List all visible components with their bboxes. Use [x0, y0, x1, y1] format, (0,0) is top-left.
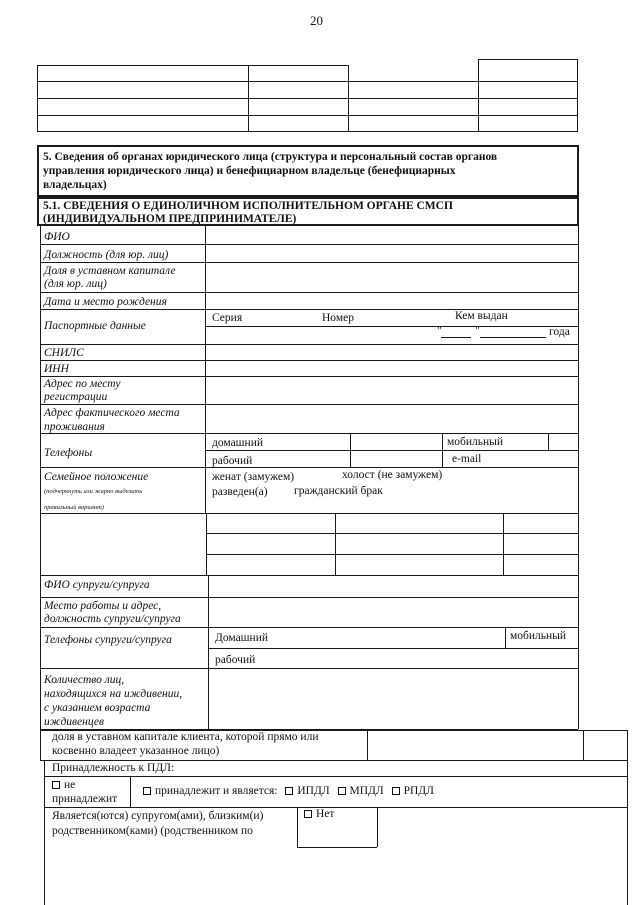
spouse-phone-work-label: рабочий — [215, 654, 256, 666]
label-birth: Дата и место рождения — [44, 296, 167, 308]
label-phones: Телефоны — [44, 447, 93, 459]
spouse-pdl-text-line2: родственником(ками) (родственником по — [52, 825, 253, 837]
spouse-pdl-text-line1: Является(ются) супругом(ами), близким(и) — [52, 810, 264, 822]
label-passport: Паспортные данные — [44, 320, 146, 332]
label-marital: Семейное положение — [44, 471, 149, 483]
phone-work-label: рабочий — [212, 455, 253, 467]
pdl-not-label-line1: не — [64, 779, 76, 791]
passport-date-quote-close: " — [475, 325, 480, 337]
label-snils: СНИЛС — [44, 347, 84, 359]
label-fact-address-line2: проживания — [44, 421, 105, 433]
label-dependents-line1: Количество лиц, — [44, 674, 125, 686]
passport-day-blank[interactable] — [441, 337, 471, 338]
passport-month-blank[interactable] — [480, 337, 546, 338]
section5-title-line2: управления юридического лица) и бенефициарном владельце (бенефициарных — [43, 165, 456, 177]
label-marital-note-line2: правильный вариант) — [44, 504, 104, 511]
passport-number-label: Номер — [322, 312, 354, 324]
rpdl-checkbox[interactable] — [392, 787, 400, 795]
pdl-not-label-line2: принадлежит — [52, 793, 118, 805]
phone-mobile-label: мобильный — [447, 436, 504, 448]
label-dependents-line2: находящихся на иждивении, — [44, 688, 183, 700]
spouse-pdl-no-label: Нет — [316, 808, 335, 820]
phone-home-label: домашний — [212, 437, 264, 449]
phone-email-label: e-mail — [452, 453, 482, 465]
label-fio: ФИО — [44, 231, 70, 243]
passport-year-label: года — [549, 326, 570, 338]
label-fact-address-line1: Адрес фактического места — [44, 407, 180, 419]
marital-option-single[interactable]: холост (не замужем) — [342, 469, 443, 481]
label-spouse-phones: Телефоны супруги/супруга — [44, 634, 172, 646]
ipdl-checkbox[interactable] — [285, 787, 293, 795]
mpdl-label: МПДЛ — [349, 785, 384, 797]
section51-title-line1: 5.1. СВЕДЕНИЯ О ЕДИНОЛИЧНОМ ИСПОЛНИТЕЛЬНОМ ОРГАНЕ СМСП — [43, 200, 453, 212]
passport-series-label: Серия — [212, 312, 243, 324]
label-share-line1: Доля в уставном капитале — [44, 265, 176, 277]
label-spouse-fio: ФИО супруги/супруга — [44, 579, 150, 591]
marital-option-married[interactable]: женат (замужем) — [212, 471, 295, 483]
marital-option-civil[interactable]: гражданский брак — [294, 485, 383, 497]
section5-title-line1: 5. Сведения об органах юридического лица (структура и персональный состав органов — [43, 151, 498, 163]
label-position: Должность (для юр. лиц) — [44, 249, 169, 261]
mpdl-checkbox[interactable] — [338, 787, 346, 795]
label-dependents-line4: иждивенцев — [44, 716, 104, 728]
passport-date-quote-open: " — [437, 325, 442, 337]
pdl-is-checkbox[interactable] — [143, 787, 151, 795]
pdl-not-checkbox[interactable] — [52, 781, 60, 789]
rpdl-label: РПДЛ — [403, 785, 434, 797]
label-share-line2: (для юр. лиц) — [44, 278, 107, 290]
share-row-text-line1: доля в уставном капитале клиента, которой прямо или — [52, 731, 319, 743]
ipdl-label: ИПДЛ — [297, 785, 330, 797]
label-spouse-work-line2: должность супруги/супруга — [44, 613, 181, 625]
label-reg-address-line2: регистрации — [44, 391, 108, 403]
label-inn: ИНН — [44, 363, 69, 375]
section5-title-line3: владельцах) — [43, 179, 107, 191]
spouse-pdl-no-checkbox[interactable] — [304, 810, 312, 818]
spouse-phone-mobile-label: мобильный — [510, 630, 567, 642]
spouse-phone-home-label: Домашний — [215, 632, 268, 644]
label-spouse-work-line1: Место работы и адрес, — [44, 600, 162, 612]
pdl-not-option[interactable] — [52, 779, 75, 792]
pdl-is-label: принадлежит и является: — [155, 785, 278, 797]
share-row-text-line2: косвенно владеет указанное лицо) — [52, 745, 220, 757]
page-number: 20 — [310, 13, 323, 28]
label-marital-note-line1: (подчеркнуть или жирно выделить — [44, 488, 143, 495]
section51-title-line2: (ИНДИВИДУАЛЬНОМ ПРЕДПРИНИМАТЕЛЕ) — [43, 213, 297, 225]
label-reg-address-line1: Адрес по месту — [44, 378, 121, 390]
passport-issued-label: Кем выдан — [455, 310, 508, 322]
marital-option-divorced[interactable]: разведен(а) — [212, 486, 268, 498]
spouse-pdl-no-option[interactable] — [304, 808, 334, 821]
pdl-title: Принадлежность к ПДЛ: — [52, 762, 175, 774]
pdl-is-option[interactable] — [143, 785, 434, 798]
label-dependents-line3: с указанием возраста — [44, 702, 151, 714]
